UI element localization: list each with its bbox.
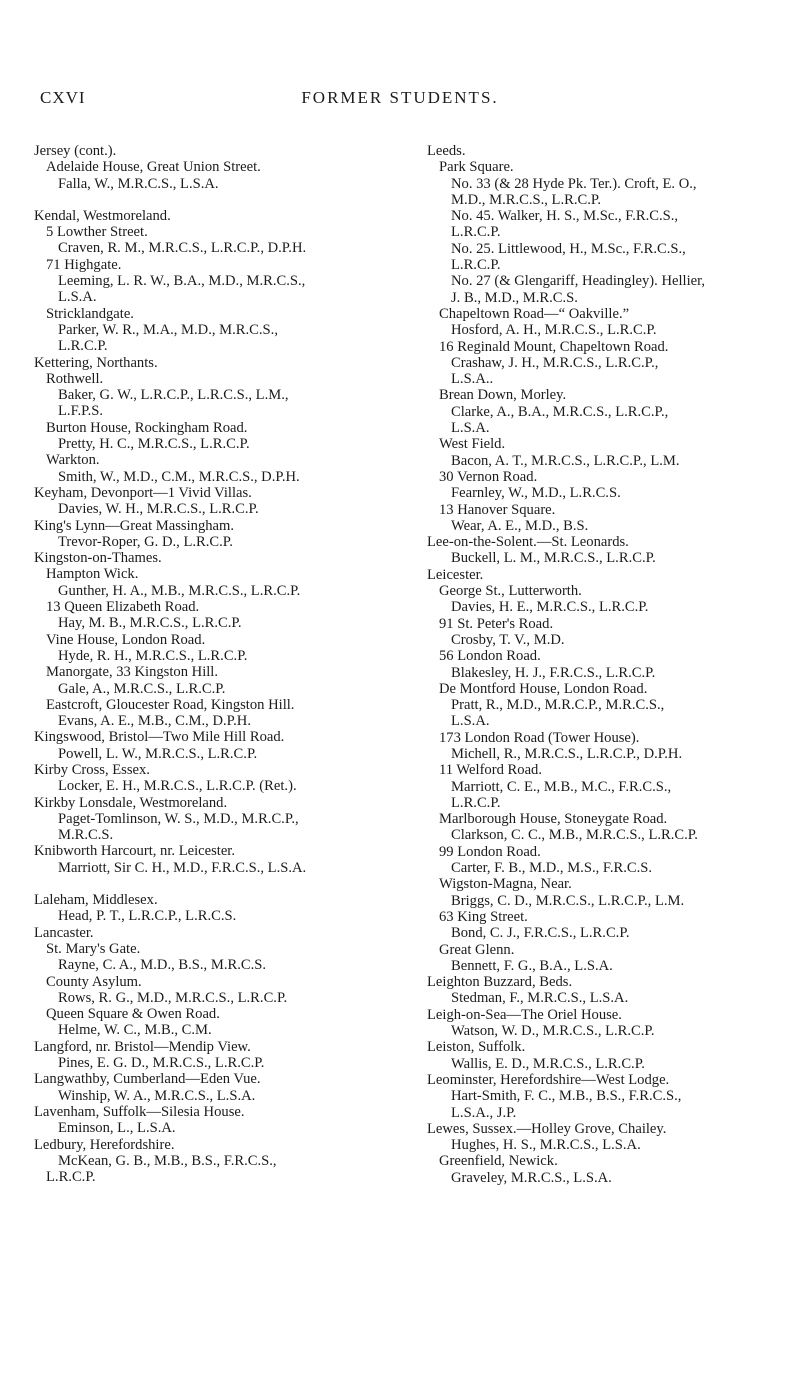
address-line: Manorgate, 33 Kingston Hill. — [46, 664, 219, 681]
practitioner-entry: Buckell, L. M., M.R.C.S., L.R.C.P. — [451, 550, 656, 567]
practitioner-entry: Davies, H. E., M.R.C.S., L.R.C.P. — [451, 599, 649, 616]
address-line: 13 Queen Elizabeth Road. — [46, 599, 200, 616]
practitioner-entry: Davies, W. H., M.R.C.S., L.R.C.P. — [58, 501, 259, 518]
practitioner-entry: Gale, A., M.R.C.S., L.R.C.P. — [58, 680, 226, 697]
address-line: 30 Vernon Road. — [439, 468, 538, 485]
practitioner-entry: L.F.P.S. — [58, 403, 104, 420]
address-line: St. Mary's Gate. — [46, 940, 141, 957]
practitioner-entry: Hyde, R. H., M.R.C.S., L.R.C.P. — [58, 647, 248, 664]
address-line: Greenfield, Newick. — [439, 1153, 558, 1170]
practitioner-entry: M.D., M.R.C.S., L.R.C.P. — [451, 191, 602, 208]
address-line: Eastcroft, Gloucester Road, Kingston Hill. — [46, 696, 295, 713]
practitioner-entry: No. 33 (& 28 Hyde Pk. Ter.). Croft, E. O., — [451, 175, 697, 192]
practitioner-entry: L.S.A. — [58, 289, 97, 306]
place-heading: Jersey (cont.). — [34, 143, 117, 159]
address-line: 13 Hanover Square. — [439, 501, 556, 518]
practitioner-entry: Hughes, H. S., M.R.C.S., L.S.A. — [451, 1137, 641, 1154]
address-line: Brean Down, Morley. — [439, 387, 567, 404]
practitioner-entry: Stedman, F., M.R.C.S., L.S.A. — [451, 990, 629, 1007]
place-heading: Knibworth Harcourt, nr. Leicester. — [34, 843, 236, 860]
practitioner-entry: Hart-Smith, F. C., M.B., B.S., F.R.C.S., — [451, 1088, 682, 1105]
place-heading: Langford, nr. Bristol—Mendip View. — [34, 1038, 251, 1055]
place-heading: Keyham, Devonport—1 Vivid Villas. — [34, 484, 252, 501]
address-line: Burton House, Rockingham Road. — [46, 419, 248, 436]
place-heading: Ledbury, Herefordshire. — [34, 1136, 175, 1153]
practitioner-entry: Pines, E. G. D., M.R.C.S., L.R.C.P. — [58, 1055, 265, 1072]
address-line: Warkton. — [46, 452, 100, 469]
practitioner-entry: L.R.C.P. — [451, 257, 501, 274]
place-heading: Kingswood, Bristol—Two Mile Hill Road. — [34, 729, 285, 746]
place-heading: Langwathby, Cumberland—Eden Vue. — [34, 1071, 261, 1088]
address-line: Queen Square & Owen Road. — [46, 1006, 220, 1023]
practitioner-entry: L.S.A. — [451, 713, 490, 730]
practitioner-entry: Michell, R., M.R.C.S., L.R.C.P., D.P.H. — [451, 745, 683, 762]
address-line: 11 Welford Road. — [439, 762, 542, 779]
address-line: Hampton Wick. — [46, 566, 139, 583]
practitioner-entry: No. 27 (& Glengariff, Headingley). Hellier, — [451, 273, 706, 290]
practitioner-entry: Crosby, T. V., M.D. — [451, 631, 565, 648]
practitioner-entry: Blakesley, H. J., F.R.C.S., L.R.C.P. — [451, 664, 656, 681]
practitioner-entry: Graveley, M.R.C.S., L.S.A. — [451, 1169, 612, 1186]
place-heading: Leiston, Suffolk. — [427, 1039, 526, 1056]
practitioner-entry: L.S.A. — [451, 420, 490, 437]
practitioner-entry: Wear, A. E., M.D., B.S. — [451, 517, 589, 534]
address-line: Wigston-Magna, Near. — [439, 876, 572, 893]
place-heading: King's Lynn—Great Massingham. — [34, 517, 235, 534]
address-line: Rothwell. — [46, 370, 104, 387]
right-column — [427, 143, 777, 1186]
address-line: Marlborough House, Stoneygate Road. — [439, 811, 668, 828]
practitioner-entry: Crashaw, J. H., M.R.C.S., L.R.C.P., — [451, 354, 659, 371]
address-line: Vine House, London Road. — [46, 631, 206, 648]
practitioner-entry: Bennett, F. G., B.A., L.S.A. — [451, 957, 613, 974]
place-heading: Leeds. — [427, 143, 466, 159]
place-heading: Kettering, Northants. — [34, 354, 158, 371]
practitioner-entry: L.S.A., J.P. — [451, 1104, 517, 1121]
address-line: Adelaide House, Great Union Street. — [46, 159, 261, 176]
practitioner-entry: Gunther, H. A., M.B., M.R.C.S., L.R.C.P. — [58, 582, 301, 599]
practitioner-entry: Clarke, A., B.A., M.R.C.S., L.R.C.P., — [451, 403, 669, 420]
practitioner-entry: Evans, A. E., M.B., C.M., D.P.H. — [58, 713, 251, 730]
address-line: 56 London Road. — [439, 648, 541, 665]
practitioner-entry: Rows, R. G., M.D., M.R.C.S., L.R.C.P. — [58, 989, 288, 1006]
address-line: L.R.C.P. — [46, 1169, 96, 1186]
place-heading: Leighton Buzzard, Beds. — [427, 974, 573, 991]
practitioner-entry: Head, P. T., L.R.C.P., L.R.C.S. — [58, 908, 237, 925]
place-heading: Lancaster. — [34, 924, 94, 941]
practitioner-entry: Powell, L. W., M.R.C.S., L.R.C.P. — [58, 745, 258, 762]
address-line: Stricklandgate. — [46, 305, 134, 322]
address-line: Chapeltown Road—“ Oakville.” — [439, 305, 630, 322]
address-line: West Field. — [439, 436, 506, 453]
address-line: 5 Lowther Street. — [46, 224, 148, 241]
practitioner-entry: M.R.C.S. — [58, 827, 114, 844]
practitioner-entry: Pretty, H. C., M.R.C.S., L.R.C.P. — [58, 436, 250, 453]
practitioner-entry: Paget-Tomlinson, W. S., M.D., M.R.C.P., — [58, 810, 299, 827]
practitioner-entry: L.R.C.P. — [451, 794, 501, 811]
page-number: CXVI — [40, 88, 86, 107]
address-line: 16 Reginald Mount, Chapeltown Road. — [439, 338, 669, 355]
left-column — [34, 143, 384, 1185]
place-heading: Kingston-on-Thames. — [34, 550, 162, 567]
place-heading: Kirby Cross, Essex. — [34, 761, 150, 778]
practitioner-entry: Craven, R. M., M.R.C.S., L.R.C.P., D.P.H. — [58, 240, 307, 257]
address-line: De Montford House, London Road. — [439, 680, 648, 697]
practitioner-entry: L.R.C.P. — [58, 338, 108, 355]
practitioner-entry: Trevor-Roper, G. D., L.R.C.P. — [58, 533, 233, 550]
address-line: Park Square. — [439, 159, 514, 176]
place-heading: Lavenham, Suffolk—Silesia House. — [34, 1103, 245, 1120]
practitioner-entry: Leeming, L. R. W., B.A., M.D., M.R.C.S., — [58, 273, 306, 290]
address-line: 91 St. Peter's Road. — [439, 615, 554, 632]
practitioner-entry: Marriott, Sir C. H., M.D., F.R.C.S., L.S.A. — [58, 859, 307, 876]
practitioner-entry: Bond, C. J., F.R.C.S., L.R.C.P. — [451, 925, 630, 942]
practitioner-entry: Watson, W. D., M.R.C.S., L.R.C.P. — [451, 1023, 655, 1040]
address-line: Great Glenn. — [439, 941, 515, 958]
practitioner-entry: Marriott, C. E., M.B., M.C., F.R.C.S., — [451, 778, 672, 795]
practitioner-entry: Rayne, C. A., M.D., B.S., M.R.C.S. — [58, 957, 266, 974]
practitioner-entry: J. B., M.D., M.R.C.S. — [451, 289, 578, 306]
place-heading: Leigh-on-Sea—The Oriel House. — [427, 1006, 622, 1023]
practitioner-entry: Eminson, L., L.S.A. — [58, 1120, 176, 1137]
place-heading: Leominster, Herefordshire—West Lodge. — [427, 1071, 670, 1088]
practitioner-entry: Hay, M. B., M.R.C.S., L.R.C.P. — [58, 615, 242, 632]
practitioner-entry: Falla, W., M.R.C.S., L.S.A. — [58, 175, 219, 192]
running-title: FORMER STUDENTS. — [301, 88, 499, 107]
practitioner-entry: Helme, W. C., M.B., C.M. — [58, 1022, 212, 1039]
place-heading: Lee-on-the-Solent.—St. Leonards. — [427, 534, 629, 551]
practitioner-entry: No. 45. Walker, H. S., M.Sc., F.R.C.S., — [451, 208, 679, 225]
address-line: George St., Lutterworth. — [439, 583, 582, 600]
practitioner-entry: Fearnley, W., M.D., L.R.C.S. — [451, 485, 621, 502]
place-heading: Kendal, Westmoreland. — [34, 207, 171, 224]
practitioner-entry: L.R.C.P. — [451, 224, 501, 241]
address-line: County Asylum. — [46, 973, 142, 990]
practitioner-entry: Briggs, C. D., M.R.C.S., L.R.C.P., L.M. — [451, 892, 685, 909]
practitioner-entry: Winship, W. A., M.R.C.S., L.S.A. — [58, 1087, 256, 1104]
practitioner-entry: McKean, G. B., M.B., B.S., F.R.C.S., — [58, 1152, 277, 1169]
place-heading: Leicester. — [427, 566, 484, 583]
practitioner-entry: Pratt, R., M.D., M.R.C.P., M.R.C.S., — [451, 697, 665, 714]
address-line: 63 King Street. — [439, 908, 528, 925]
practitioner-entry: Clarkson, C. C., M.B., M.R.C.S., L.R.C.P. — [451, 827, 698, 844]
page-header — [0, 88, 800, 112]
practitioner-entry: Bacon, A. T., M.R.C.S., L.R.C.P., L.M. — [451, 452, 680, 469]
practitioner-entry: No. 25. Littlewood, H., M.Sc., F.R.C.S., — [451, 240, 686, 257]
practitioner-entry: Baker, G. W., L.R.C.P., L.R.C.S., L.M., — [58, 387, 289, 404]
address-line: 99 London Road. — [439, 843, 541, 860]
practitioner-entry: L.S.A.. — [451, 371, 494, 388]
practitioner-entry: Wallis, E. D., M.R.C.S., L.R.C.P. — [451, 1055, 645, 1072]
practitioner-entry: Smith, W., M.D., C.M., M.R.C.S., D.P.H. — [58, 468, 300, 485]
address-line: 71 Highgate. — [46, 256, 122, 273]
place-heading: Kirkby Lonsdale, Westmoreland. — [34, 794, 228, 811]
practitioner-entry: Locker, E. H., M.R.C.S., L.R.C.P. (Ret.). — [58, 778, 297, 795]
practitioner-entry: Hosford, A. H., M.R.C.S., L.R.C.P. — [451, 322, 657, 339]
practitioner-entry: Parker, W. R., M.A., M.D., M.R.C.S., — [58, 321, 278, 338]
practitioner-entry: Carter, F. B., M.D., M.S., F.R.C.S. — [451, 860, 653, 877]
place-heading: Lewes, Sussex.—Holley Grove, Chailey. — [427, 1120, 667, 1137]
place-heading: Laleham, Middlesex. — [34, 892, 158, 909]
address-line: 173 London Road (Tower House). — [439, 729, 640, 746]
